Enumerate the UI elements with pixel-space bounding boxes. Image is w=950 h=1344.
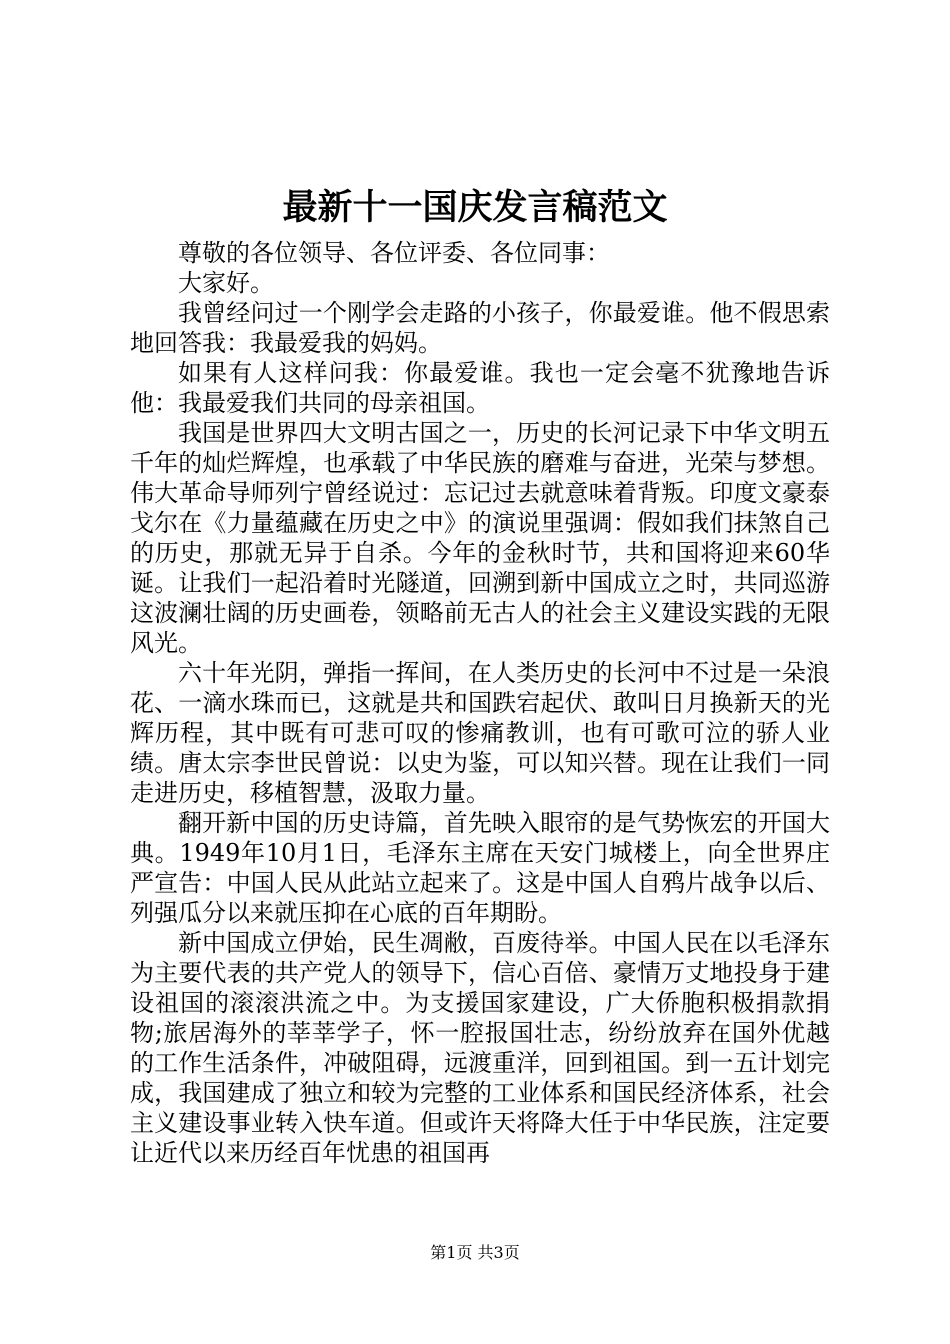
page-number-footer: 第1页 共3页 xyxy=(430,1243,520,1262)
paragraph: 翻开新中国的历史诗篇，首先映入眼帘的是气势恢宏的开国大典。1949年10月1日，毛泽东主席在天安门城楼上，向全世界庄严宣告：中国人民从此站立起来了。这是中国人自鸦片战争以后、列强瓜分以来就压抑在心底的百年期盼。 xyxy=(130,809,830,927)
paragraph-greeting: 大家好。 xyxy=(178,269,274,297)
paragraph: 我国是世界四大文明古国之一，历史的长河记录下中华文明五千年的灿烂辉煌，也承载了中华民族的磨难与奋进，光荣与梦想。伟大革命导师列宁曾经说过：忘记过去就意味着背叛。印度文豪泰戈尔在《力量蕴藏在历史之中》的演说里强调：假如我们抹煞自己的历史，那就无异于自杀。今年的金秋时节，共和国将迎来60华诞。让我们一起沿着时光隧道，回溯到新中国成立之时，共同巡游这波澜壮阔的历史画卷，领略前无古人的社会主义建设实践的无限风光。 xyxy=(130,419,830,657)
paragraph: 我曾经问过一个刚学会走路的小孩子，你最爱谁。他不假思索地回答我：我最爱我的妈妈。 xyxy=(130,299,830,357)
paragraph: 新中国成立伊始，民生凋敝，百废待举。中国人民在以毛泽东为主要代表的共产党人的领导下，信心百倍、豪情万丈地投身于建设祖国的滚滚洪流之中。为支援国家建设，广大侨胞积极捐款捐物;旅居海外的莘莘学子，怀一腔报国壮志，纷纷放弃在国外优越的工作生活条件，冲破阻碍，远渡重洋，回到祖国。到一五计划完成，我国建成了独立和较为完整的工业体系和国民经济体系，社会主义建设事业转入快车道。但或许天将降大任于中华民族，注定要让近代以来历经百年忧患的祖国再 xyxy=(130,929,830,1167)
paragraph-salutation: 尊敬的各位领导、各位评委、各位同事： xyxy=(178,239,610,267)
document-body xyxy=(130,238,830,1168)
document-title: 最新十一国庆发言稿范文 xyxy=(282,187,668,228)
paragraph: 六十年光阴，弹指一挥间，在人类历史的长河中不过是一朵浪花、一滴水珠而已，这就是共和国跌宕起伏、敢叫日月换新天的光辉历程，其中既有可悲可叹的惨痛教训，也有可歌可泣的骄人业绩。唐太宗李世民曾说：以史为鉴，可以知兴替。现在让我们一同走进历史，移植智慧，汲取力量。 xyxy=(130,659,830,807)
paragraph: 如果有人这样问我：你最爱谁。我也一定会毫不犹豫地告诉他：我最爱我们共同的母亲祖国。 xyxy=(130,359,830,417)
